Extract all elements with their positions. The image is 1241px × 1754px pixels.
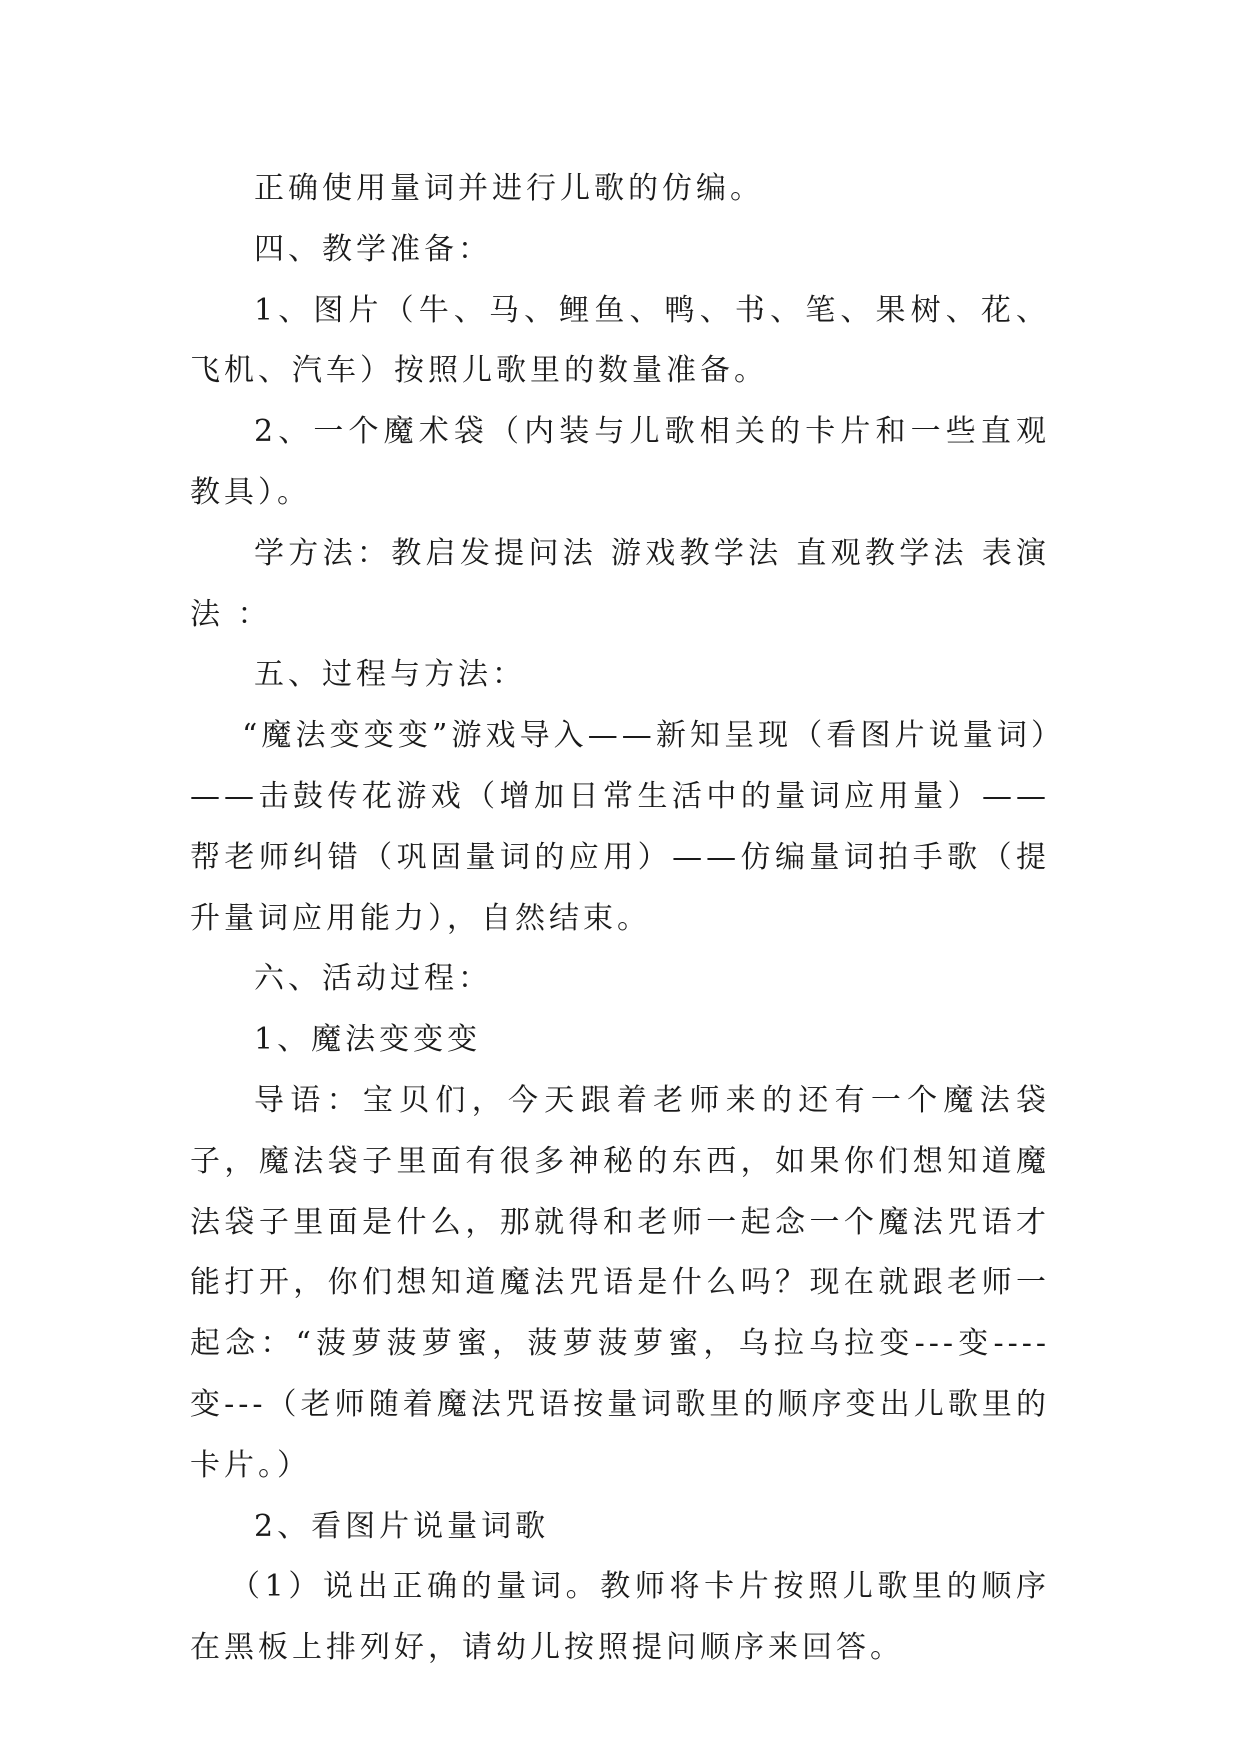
- paragraph-teaching-methods: 学方法：教启发提问法 游戏教学法 直观教学法 表演法 ：: [190, 535, 1050, 632]
- paragraph-preparation-item-2: 2、一个魔术袋（内装与儿歌相关的卡片和一些直观教具）。: [190, 414, 1050, 510]
- paragraph-continuation: 正确使用量词并进行儿歌的仿编。: [254, 171, 764, 206]
- subheading-picture-measure-words: 2、看图片说量词歌: [254, 1508, 550, 1544]
- section-heading-teaching-preparation: 四、教学准备：: [254, 231, 492, 267]
- paragraph-introduction: 导语：宝贝们，今天跟着老师来的还有一个魔法袋子，魔法袋子里面有很多神秘的东西，如果你们想知道魔法袋子里面是什么，那就得和老师一起念一个魔法咒语才能打开，你们想知道魔法咒语是什么吗？现在就跟老师一起念：“菠萝菠萝蜜，菠萝菠萝蜜，乌拉乌拉变---变----变---（老师随着魔法咒语按量词歌里的顺序变出儿歌里的卡片。）: [190, 1082, 1050, 1483]
- paragraph-process-flow: “魔法变变变”游戏导入——新知呈现（看图片说量词）——击鼓传花游戏（增加日常生活中的量词应用量）——帮老师纠错（巩固量词的应用）——仿编量词拍手歌（提升量词应用能力），自然结束。: [190, 718, 1050, 936]
- section-heading-process-and-method: 五、过程与方法：: [254, 657, 526, 693]
- paragraph-preparation-item-1: 1、图片（牛、马、鲤鱼、鸭、书、笔、果树、花、飞机、汽车）按照儿歌里的数量准备。: [190, 292, 1050, 389]
- section-heading-activity-process: 六、活动过程：: [254, 961, 492, 997]
- document-body: [190, 159, 1050, 1679]
- subheading-magic-change: 1、魔法变变变: [254, 1022, 482, 1058]
- paragraph-step-1: （1）说出正确的量词。教师将卡片按照儿歌里的顺序在黑板上排列好，请幼儿按照提问顺序来回答。: [190, 1569, 1050, 1666]
